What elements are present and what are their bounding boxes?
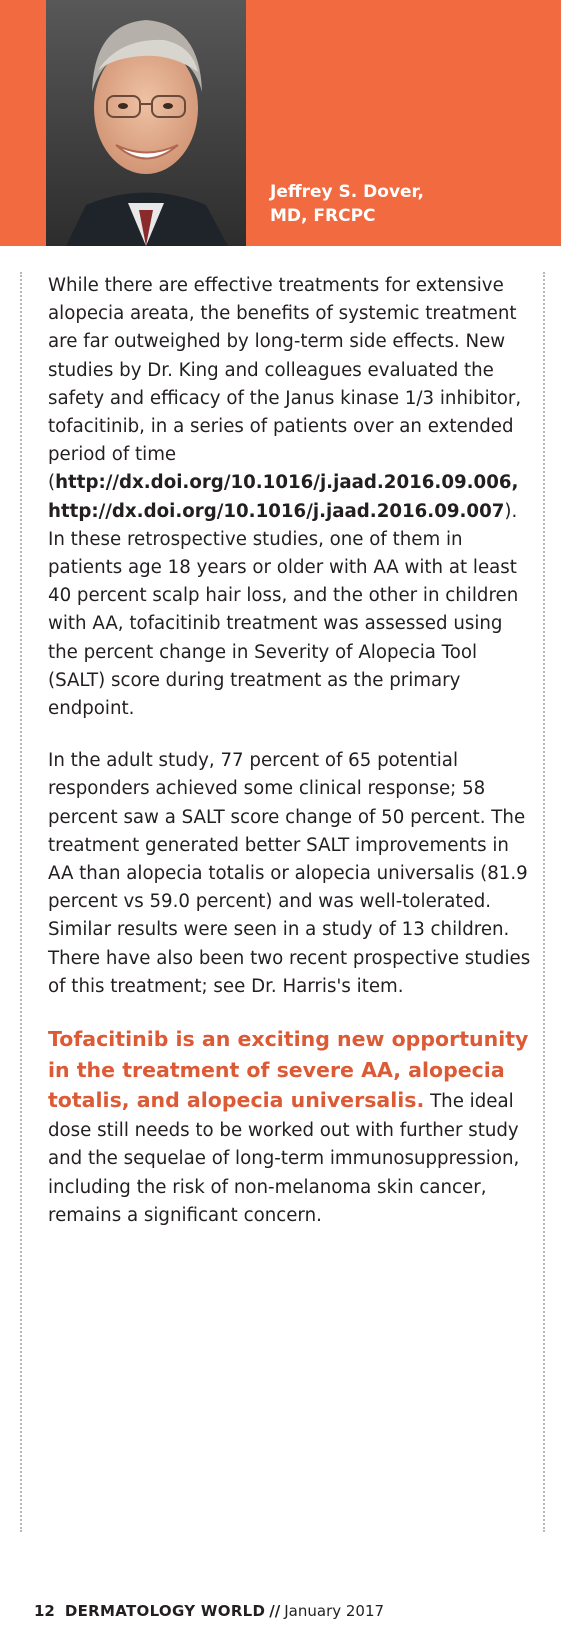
author-photo bbox=[46, 0, 246, 246]
author-banner bbox=[0, 0, 561, 246]
right-dotted-border bbox=[543, 272, 545, 1532]
article-body bbox=[48, 272, 533, 1255]
intro-text-continued: ). In these retrospective studies, one of them in patients age 18 years or older with AA with at least 40 percent scalp hair loss, and the other in children with AA, tofacitinib treatment was assessed using the percent change in Severity of Alopecia Tool (SALT) score during treatment as the primary endpoint. bbox=[48, 500, 519, 720]
footer-separator: // bbox=[269, 1602, 281, 1620]
paragraph-intro bbox=[48, 272, 533, 723]
highlighted-conclusion: Tofacitinib is an exciting new opportunity in the treatment of severe AA, alopecia totalis, and alopecia universalis. bbox=[48, 1027, 529, 1113]
author-portrait-image bbox=[46, 0, 246, 246]
doi-links: http://dx.doi.org/10.1016/j.jaad.2016.09.006, http://dx.doi.org/10.1016/j.jaad.2016.09.007 bbox=[48, 472, 519, 522]
author-name: Jeffrey S. Dover, MD, FRCPC bbox=[270, 182, 424, 226]
conclusion-text: The ideal dose still needs to be worked out with further study and the sequelae of long-term immunosuppression, including the risk of non-melanoma skin cancer, remains a significant concern. bbox=[48, 1091, 520, 1227]
page-footer bbox=[34, 1601, 384, 1621]
intro-text: While there are effective treatments for extensive alopecia areata, the benefits of systemic treatment are far outweighed by long-term side effects. New studies by Dr. King and colleagues evaluated the safety and efficacy of the Janus kinase 1/3 inhibitor, tofacitinib, in a series of patients over an extended period of time ( bbox=[48, 275, 522, 494]
left-dotted-border bbox=[20, 272, 22, 1532]
paragraph-results: In the adult study, 77 percent of 65 potential responders achieved some clinical response; 58 percent saw a SALT score change of 50 percent. The treatment generated better SALT improvements in AA than alopecia totalis or alopecia universalis (81.9 percent vs 59.0 percent) and was well-tolerated. Similar results were seen in a study of 13 children. There have also been two recent prospective studies of this treatment; see Dr. Harris's item. bbox=[48, 750, 531, 997]
paragraph-conclusion bbox=[48, 1025, 533, 1231]
publication-name: DERMATOLOGY WORLD bbox=[64, 1602, 266, 1620]
issue-date: January 2017 bbox=[284, 1602, 385, 1620]
page-number: 12 bbox=[34, 1602, 55, 1620]
